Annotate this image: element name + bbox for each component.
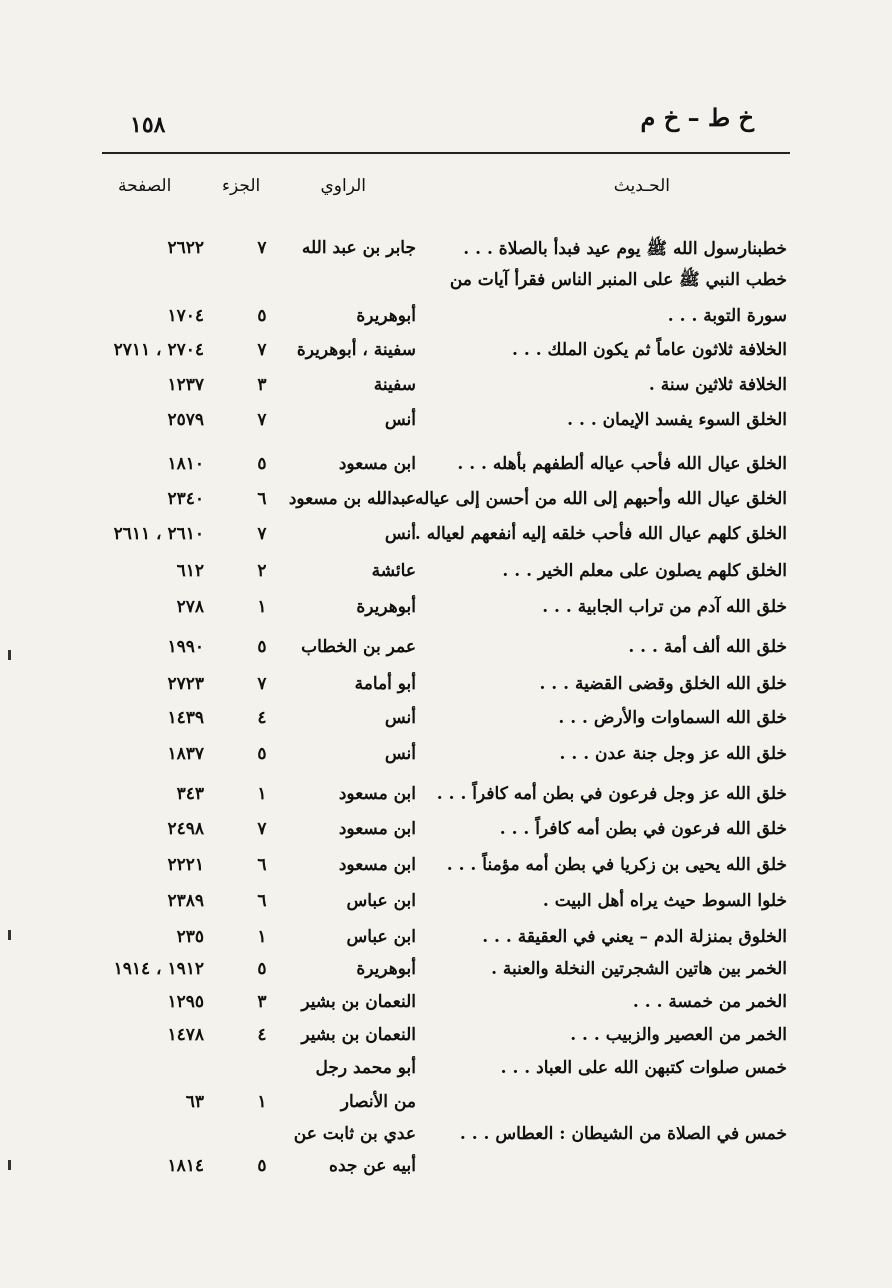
header-divider [102, 152, 790, 154]
volume-number: ٥ [257, 959, 267, 979]
table-row [0, 561, 892, 595]
page-number-ref: ١٧٠٤ [167, 306, 204, 326]
volume-number: ١ [257, 784, 267, 804]
table-row [0, 819, 892, 853]
hadith-text: الخلق عيال الله وأحبهم إلى الله من أحسن إلى عياله . . . [379, 489, 787, 509]
table-row [0, 959, 892, 993]
table-row [0, 674, 892, 708]
hadith-text: الخلافة ثلاثين سنة . [648, 375, 787, 395]
page-number-ref: ٢٣٥ [176, 927, 204, 947]
narrator: أبوهريرة [356, 597, 416, 617]
table-row [0, 524, 892, 558]
narrator: أبو أمامة [354, 674, 416, 694]
table-row [0, 269, 892, 303]
table-row [0, 855, 892, 889]
narrator: ابن مسعود [338, 855, 416, 875]
scan-edge-mark [8, 1160, 11, 1170]
volume-number: ٣ [257, 992, 267, 1012]
volume-number: ٤ [257, 1025, 267, 1045]
table-row [0, 489, 892, 523]
volume-number: ٧ [257, 674, 267, 694]
hadith-text: خطبنارسول الله ﷺ يوم عيد فبدأ بالصلاة . . . [463, 239, 787, 259]
hadith-text: خلق الله عز وجل فرعون في بطن أمه كافراً . . . [436, 784, 787, 804]
volume-number: ٢ [257, 561, 267, 581]
table-row [0, 597, 892, 631]
narrator: أنس [384, 410, 416, 430]
narrator: ابن عباس [346, 891, 416, 911]
page-number-ref: ٢٥٧٩ [167, 410, 204, 430]
page-number-ref: ٢٧٨ [176, 597, 204, 617]
hadith-text: الخلق السوء يفسد الإيمان . . . [567, 410, 787, 430]
table-row [0, 454, 892, 488]
table-row [0, 784, 892, 818]
page-number-ref: ١٢٩٥ [167, 992, 204, 1012]
narrator: ابن عباس [346, 927, 416, 947]
hadith-text: خلوا السوط حيث يراه أهل البيت . [542, 891, 787, 911]
page-number-ref: ١٤٧٨ [167, 1025, 204, 1045]
narrator: أبوهريرة [356, 306, 416, 326]
narrator: أبو محمد رجل [315, 1058, 416, 1078]
volume-number: ٥ [257, 454, 267, 474]
narrator: ابن مسعود [338, 784, 416, 804]
volume-number: ٥ [257, 306, 267, 326]
volume-number: ١ [257, 1092, 267, 1112]
hadith-text: الخمر من خمسة . . . [632, 992, 787, 1012]
narrator: ابن مسعود [338, 454, 416, 474]
hadith-text: خطب النبي ﷺ على المنبر الناس فقرأ آيات من [449, 270, 787, 290]
volume-number: ٥ [257, 1156, 267, 1176]
page-number-ref: ٢٢٢١ [167, 855, 204, 875]
column-header-page: الصفحة [118, 176, 172, 196]
page-number-ref: ٢٦١٠ ، ٢٦١١ [113, 524, 204, 544]
page-number: ١٥٨ [130, 112, 166, 138]
narrator: أبيه عن جده [329, 1156, 416, 1176]
page-number-ref: ٣٤٣ [176, 784, 204, 804]
volume-number: ١ [257, 597, 267, 617]
section-heading: خ ط – خ م [640, 103, 754, 132]
column-header-narrator: الراوي [320, 176, 366, 196]
volume-number: ٧ [257, 340, 267, 360]
narrator: جابر بن عبد الله [301, 238, 416, 258]
page-number-ref: ١٨١٠ [167, 454, 204, 474]
column-header-hadith: الحـديث [613, 176, 670, 196]
narrator: أبوهريرة [356, 959, 416, 979]
hadith-text: الخلق كلهم يصلون على معلم الخير . . . [502, 561, 787, 581]
hadith-text: خلق الله يحيى بن زكريا في بطن أمه مؤمناً . . . [446, 855, 787, 875]
volume-number: ٧ [257, 819, 267, 839]
volume-number: ٧ [257, 238, 267, 258]
hadith-text: الخلق عيال الله فأحب عياله ألطفهم بأهله . . . [457, 454, 787, 474]
volume-number: ٧ [257, 410, 267, 430]
narrator: عائشة [371, 561, 416, 581]
volume-number: ٥ [257, 637, 267, 657]
hadith-text: خلق الله السماوات والأرض . . . [558, 708, 787, 728]
page-number-ref: ٢٣٤٠ [167, 489, 204, 509]
scan-edge-mark [8, 930, 11, 940]
hadith-text: الخلوق بمنزلة الدم – يعني في العقيقة . . . [482, 927, 787, 947]
volume-number: ٥ [257, 744, 267, 764]
hadith-text: خلق الله آدم من تراب الجابية . . . [542, 597, 787, 617]
table-row [0, 306, 892, 340]
volume-number: ٣ [257, 375, 267, 395]
page-number-ref: ١٨٣٧ [167, 744, 204, 764]
page-number-ref: ٢٧٠٤ ، ٢٧١١ [113, 340, 204, 360]
table-row [0, 744, 892, 778]
volume-number: ٧ [257, 524, 267, 544]
hadith-text: الخمر بين هاتين الشجرتين النخلة والعنبة . [491, 959, 787, 979]
table-row [0, 1025, 892, 1059]
narrator: عدي بن ثابت عن [293, 1124, 416, 1144]
narrator: أنس [384, 708, 416, 728]
page-number-ref: ١٨١٤ [167, 1156, 204, 1176]
table-row [0, 1124, 892, 1158]
hadith-text: الخمر من العصير والزبيب . . . [570, 1025, 787, 1045]
hadith-text: خمس في الصلاة من الشيطان : العطاس . . . [459, 1124, 787, 1144]
hadith-text: سورة التوبة . . . [667, 306, 787, 326]
narrator: من الأنصار [340, 1092, 416, 1112]
hadith-text: خلق الله فرعون في بطن أمه كافراً . . . [499, 819, 787, 839]
table-row [0, 891, 892, 925]
hadith-text: الخلافة ثلاثون عاماً ثم يكون الملك . . . [512, 340, 787, 360]
page-number-ref: ١٩٩٠ [167, 637, 204, 657]
column-header-volume: الجزء [222, 176, 261, 196]
volume-number: ٦ [257, 891, 267, 911]
table-row [0, 1156, 892, 1190]
page-number-ref: ٢٦٢٢ [167, 238, 204, 258]
table-row [0, 1092, 892, 1126]
narrator: أنس [384, 524, 416, 544]
narrator: سفينة [373, 375, 416, 395]
narrator: عمر بن الخطاب [301, 637, 416, 657]
scan-edge-mark [8, 650, 11, 660]
narrator: أنس [384, 744, 416, 764]
hadith-text: خلق الله الخلق وقضى القضية . . . [539, 674, 787, 694]
page-number-ref: ٦٣ [185, 1092, 204, 1112]
table-row [0, 927, 892, 961]
page-number-ref: ١٤٣٩ [167, 708, 204, 728]
page-number-ref: ١٩١٢ ، ١٩١٤ [113, 959, 204, 979]
table-row [0, 340, 892, 374]
page-number-ref: ٢٧٢٣ [167, 674, 204, 694]
narrator: النعمان بن بشير [301, 992, 416, 1012]
table-row [0, 410, 892, 444]
table-row [0, 992, 892, 1026]
table-row [0, 375, 892, 409]
volume-number: ١ [257, 927, 267, 947]
volume-number: ٤ [257, 708, 267, 728]
narrator: سفينة ، أبوهريرة [296, 340, 416, 360]
hadith-text: خلق الله ألف أمة . . . [628, 637, 787, 657]
table-row [0, 238, 892, 272]
page-number-ref: ٢٣٨٩ [167, 891, 204, 911]
page-number-ref: ٢٤٩٨ [167, 819, 204, 839]
hadith-text: خلق الله عز وجل جنة عدن . . . [559, 744, 787, 764]
page-number-ref: ١٢٣٧ [167, 375, 204, 395]
narrator: ابن مسعود [338, 819, 416, 839]
hadith-text: خمس صلوات كتبهن الله على العباد . . . [500, 1058, 787, 1078]
page-number-ref: ٦١٢ [176, 561, 204, 581]
volume-number: ٦ [257, 855, 267, 875]
narrator: عبدالله بن مسعود [288, 489, 416, 509]
narrator: النعمان بن بشير [301, 1025, 416, 1045]
table-row [0, 1058, 892, 1092]
volume-number: ٦ [257, 489, 267, 509]
table-row [0, 637, 892, 671]
table-row [0, 708, 892, 742]
hadith-text: الخلق كلهم عيال الله فأحب خلقه إليه أنفعهم لعياله . [414, 524, 787, 544]
